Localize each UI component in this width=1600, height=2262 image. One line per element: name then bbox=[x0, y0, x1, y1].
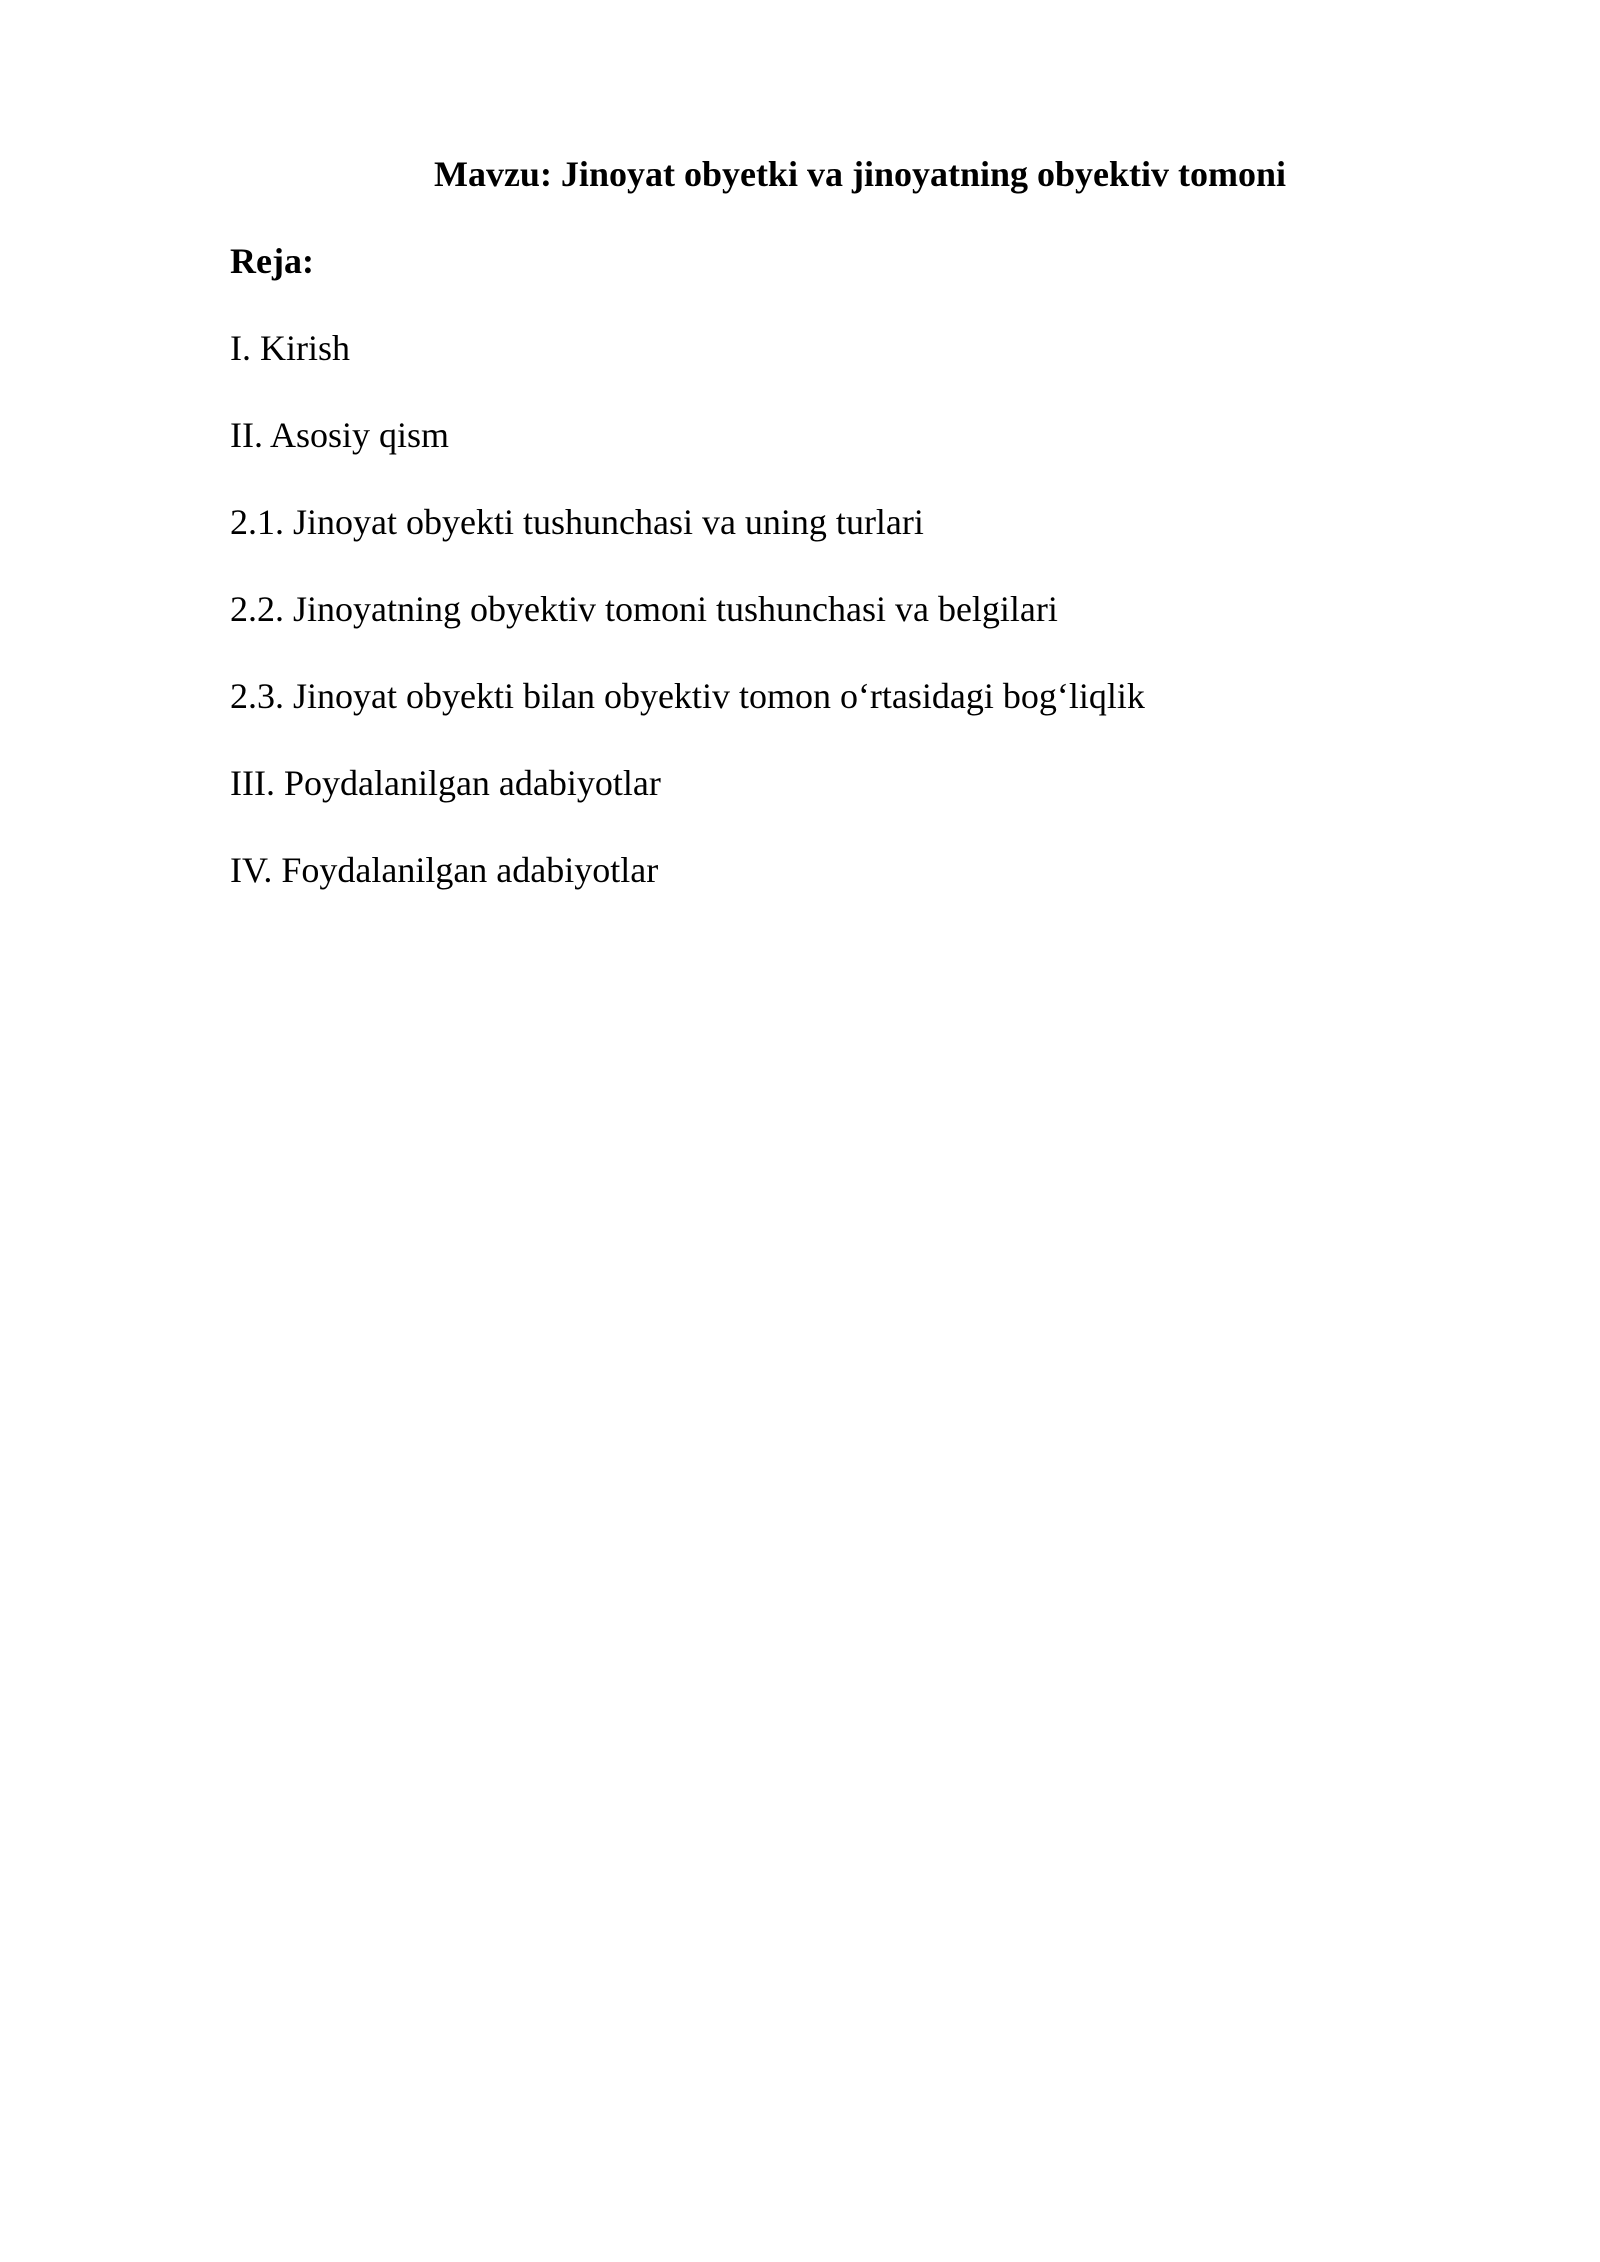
plan-item-2-2: 2.2. Jinoyatning obyektiv tomoni tushunchasi va belgilari bbox=[230, 589, 1058, 629]
document-title: Mavzu: Jinoyat obyetki va jinoyatning obyektiv tomoni bbox=[433, 154, 1287, 194]
plan-heading: Reja: bbox=[230, 241, 314, 281]
plan-item-used-literature-iv: IV. Foydalanilgan adabiyotlar bbox=[230, 850, 659, 890]
plan-list bbox=[230, 324, 1145, 933]
plan-item-used-literature-iii: III. Poydalanilgan adabiyotlar bbox=[230, 763, 661, 803]
plan-item-introduction: I. Kirish bbox=[230, 328, 350, 368]
plan-item-2-1: 2.1. Jinoyat obyekti tushunchasi va uning turlari bbox=[230, 502, 924, 542]
plan-item-main-part: II. Asosiy qism bbox=[230, 415, 450, 455]
plan-item-2-3: 2.3. Jinoyat obyekti bilan obyektiv tomon o‘rtasidagi bog‘liqlik bbox=[230, 676, 1145, 716]
